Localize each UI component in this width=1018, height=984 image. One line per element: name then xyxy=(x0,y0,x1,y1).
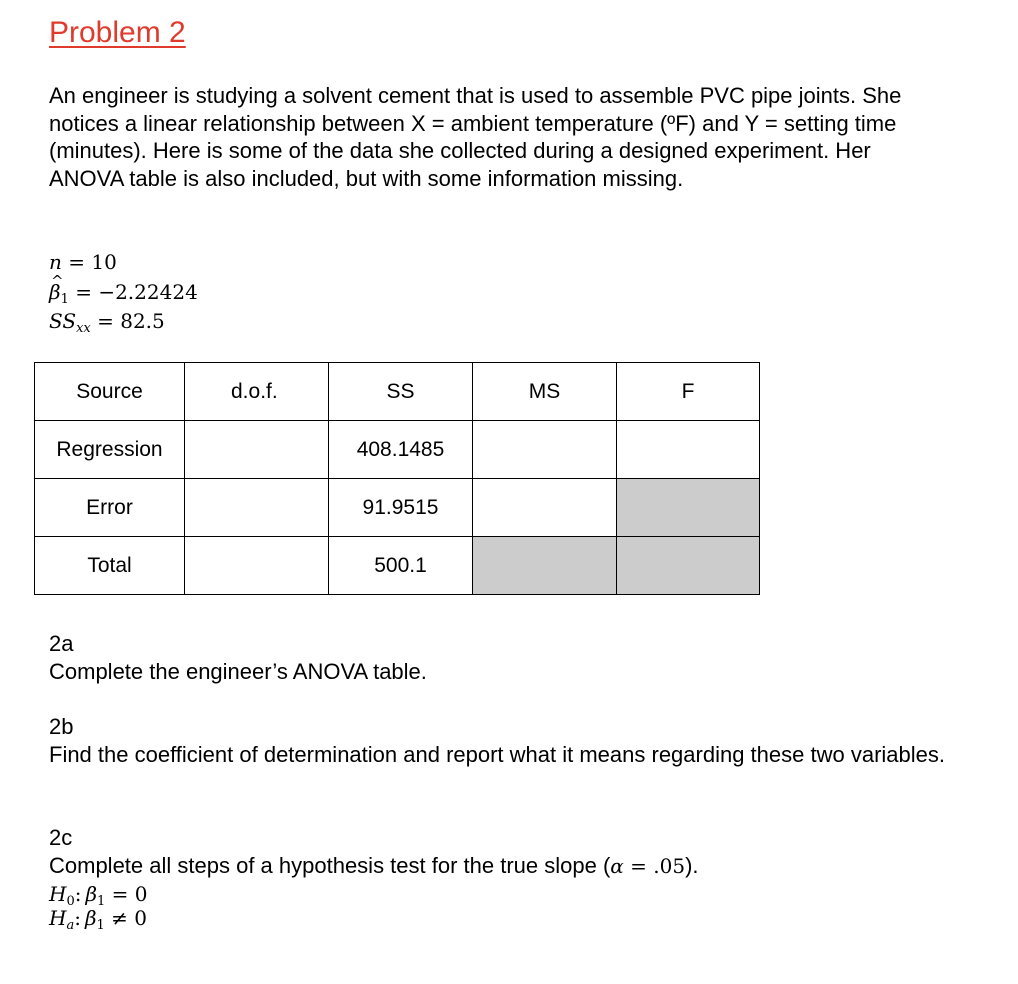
table-row xyxy=(35,479,760,537)
row-source: Total xyxy=(35,537,185,595)
error-f-cell-shaded xyxy=(617,479,760,537)
question-2b-label: 2b xyxy=(49,714,74,739)
page-title: Problem 2 xyxy=(49,16,186,49)
row-source: Regression xyxy=(35,421,185,479)
null-hypothesis: $H_0$: $\beta_1 = 0$ xyxy=(49,882,148,909)
regression-ss-cell: 408.1485 xyxy=(329,421,473,479)
error-ms-cell[interactable] xyxy=(473,479,617,537)
anova-header-row xyxy=(35,363,760,421)
total-dof-cell[interactable] xyxy=(185,537,329,595)
regression-ms-cell[interactable] xyxy=(473,421,617,479)
table-row xyxy=(35,537,760,595)
question-2c-text-end: ). xyxy=(685,852,699,878)
header-f: F xyxy=(617,363,760,421)
question-2a xyxy=(49,630,949,685)
header-ss: SS xyxy=(329,363,473,421)
table-row xyxy=(35,421,760,479)
problem-intro xyxy=(49,82,929,192)
question-2b-text: Find the coefficient of determination and report what it means regarding these two variables. xyxy=(49,741,945,767)
given-beta1: ^ $\beta_1 = -2.22424$ xyxy=(49,280,198,304)
h0-value: 0 xyxy=(134,882,148,906)
error-ss-cell: 91.9515 xyxy=(329,479,473,537)
n-value: 10 xyxy=(91,250,117,274)
total-ms-cell-shaded xyxy=(473,537,617,595)
ssxx-value: 82.5 xyxy=(120,309,165,333)
question-2c-text: Complete all steps of a hypothesis test for the true slope ( xyxy=(49,852,611,878)
regression-dof-cell[interactable] xyxy=(185,421,329,479)
regression-f-cell[interactable] xyxy=(617,421,760,479)
alpha-value: .05 xyxy=(653,853,686,878)
question-2c-line: Complete all steps of a hypothesis test for the true slope (α = .05). xyxy=(49,852,699,878)
question-2a-text: Complete the engineer’s ANOVA table. xyxy=(49,658,427,684)
header-source: Source xyxy=(35,363,185,421)
ha-value: 0 xyxy=(134,906,148,930)
error-dof-cell[interactable] xyxy=(185,479,329,537)
anova-table xyxy=(34,362,760,595)
total-f-cell-shaded xyxy=(617,537,760,595)
question-2c-label: 2c xyxy=(49,825,73,850)
beta1-value: −2.22424 xyxy=(98,280,198,304)
header-ms: MS xyxy=(473,363,617,421)
intro-text: An engineer is studying a solvent cement that is used to assemble PVC pipe joints. She notices a linear relationship between X = ambient temperature (ºF) and Y = setting time (minutes). Here is some of the data she collected during a designed experiment. Her ANOVA table is also included, but with some information missing. xyxy=(49,83,902,191)
given-ssxx: $SS_{xx} = 82.5$ xyxy=(49,309,165,336)
row-source: Error xyxy=(35,479,185,537)
given-n: n = 10 xyxy=(49,250,117,274)
question-2c xyxy=(49,824,949,933)
alternative-hypothesis: $H_a$: $\beta_1 \ne 0$ xyxy=(49,906,148,933)
total-ss-cell: 500.1 xyxy=(329,537,473,595)
header-dof: d.o.f. xyxy=(185,363,329,421)
question-2a-label: 2a xyxy=(49,631,74,656)
question-2b xyxy=(49,713,949,768)
